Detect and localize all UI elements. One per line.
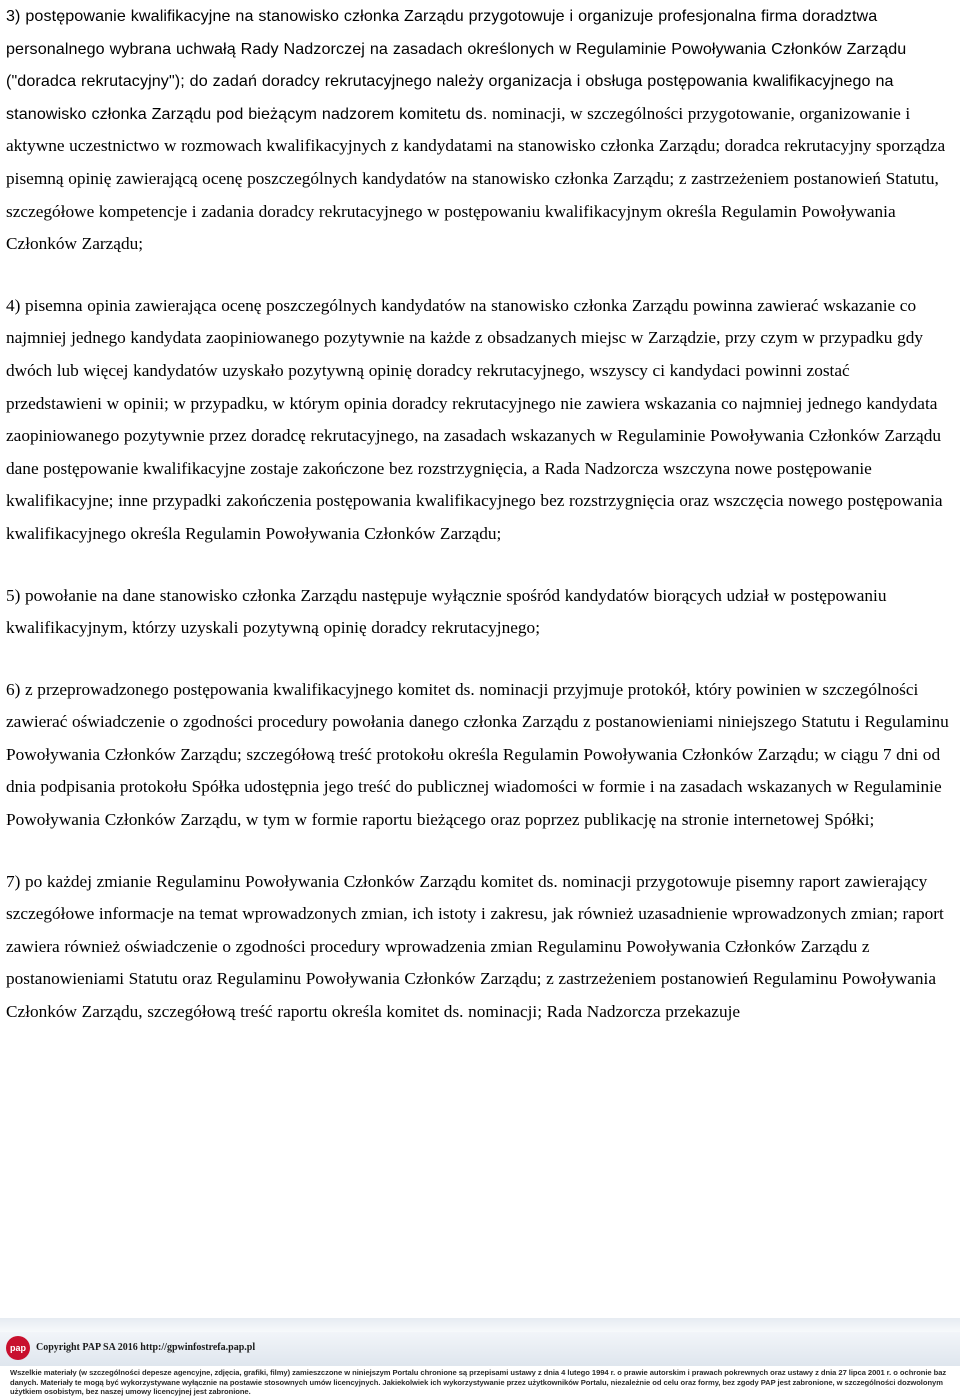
paragraph-4: 4) pisemna opinia zawierająca ocenę poszczególnych kandydatów na stanowisko członka Zarządu powinna zawierać wskazanie co najmniej jednego kandydata zaopiniowanego pozytywnie na każde z obsadzanych miejsc w Zarządzie, przy czym w przypadku gdy dwóch lub więcej kandydatów uzyskało pozytywną opinię doradcy rekrutacyjnego, wszyscy ci kandydaci powinni zostać przedstawieni w opinii; w przypadku, w którym opinia doradcy rekrutacyjnego nie zawiera wskazania co najmniej jednego kandydata zaopiniowanego pozytywnie przez doradcę rekrutacyjnego, na zasadach wskazanych w Regulaminie Powoływania Członków Zarządu dane postępowanie kwalifikacyjne zostaje zakończone bez rozstrzygnięcia, a Rada Nadzorcza wszczyna nowe postępowanie kwalifikacyjne; inne przypadki zakończenia postępowania kwalifikacyjnego bez rozstrzygnięcia oraz wszczęcia nowego postępowania kwalifikacyjnego określa Regulamin Powoływania Członków Zarządu; — [6, 295, 943, 543]
document-body — [6, 0, 950, 1058]
page-footer — [0, 1318, 960, 1400]
paragraph-7: 7) po każdej zmianie Regulaminu Powoływania Członków Zarządu komitet ds. nominacji przygotowuje pisemny raport zawierający szczegółowe informacje na temat wprowadzonych zmian, ich istoty i zakresu, jak również uzasadnienie wprowadzonych zmian; raport zawiera również oświadczenie o zgodności procedury wprowadzenia zmian Regulaminu Powoływania Członków Zarządu z postanowieniami Statutu oraz Regulaminu Powoływania Członków Zarządu; z zastrzeżeniem postanowień Regulaminu Powoływania Członków Zarządu, szczegółową treść raportu określa komitet ds. nominacji; Rada Nadzorcza przekazuje — [6, 871, 944, 1022]
paragraph-5: 5) powołanie na dane stanowisko członka Zarządu następuje wyłącznie spośród kandydatów biorących udział w postępowaniu kwalifikacyjnym, którzy uzyskali pozytywną opinię doradcy rekrutacyjnego; — [6, 585, 887, 638]
footer-divider — [0, 1318, 960, 1332]
legal-disclaimer: Wszelkie materiały (w szczególności depesze agencyjne, zdjęcia, grafiki, filmy) zamieszczone w niniejszym Portalu chronione są przepisami ustawy z dnia 4 lutego 1994 r. o prawie autorskim i prawach pokrewnych oraz ustawy z dnia 27 lipca 2001 r. o ochronie baz danych. Materiały te mogą być wykorzystywane wyłącznie na postawie stosownych umów licencyjnych. Jakiekolwiek ich wykorzystywanie przez użytkowników Portalu, niezależnie od celu oraz formy, bez zgody PAP jest zabronione, w szczególności dozwolonym użytkiem osobistym, bez naszej umowy licencyjnej jest zabronione. — [10, 1368, 947, 1397]
pap-logo: pap — [6, 1336, 30, 1360]
copyright-text: Copyright PAP SA 2016 http://gpwinfostrefa.pap.pl — [36, 1342, 256, 1353]
paragraph-3-part-1: 3) postępowanie kwalifikacyjne na stanowisko członka Zarządu przygotowuje i organizuje profesjonalna firma doradztwa personalnego wybrana uchwałą Rady Nadzorczej na zasadach określonych w Regulaminie Powoływania Członków Zarządu ("doradca rekrutacyjny"); do zadań doradcy rekrutacyjnego należy organizacja i obsługa postępowania kwalifikacyjnego na stanowisko członka Zarządu pod bieżącym nadzorem komitetu ds. — [6, 7, 907, 123]
paragraph-6: 6) z przeprowadzonego postępowania kwalifikacyjnego komitet ds. nominacji przyjmuje protokół, który powinien w szczególności zawierać oświadczenie o zgodności procedury powołania danego członka Zarządu z postanowieniami niniejszego Statutu i Regulaminu Powoływania Członków Zarządu; szczegółową treść protokołu określa Regulamin Powoływania Członków Zarządu; w ciągu 7 dni od dnia podpisania protokołu Spółka udostępnia jego treść do publicznej wiadomości w formie i na zasadach wskazanych w Regulaminie Powoływania Członków Zarządu, w tym w formie raportu bieżącego oraz poprzez publikację na stronie internetowej Spółki; — [6, 679, 949, 830]
paragraph-3 — [6, 0, 950, 261]
paragraph-3-part-2: nominacji, w szczególności przygotowanie, organizowanie i aktywne uczestnictwo w rozmowach kwalifikacyjnych z kandydatami na stanowisko członka Zarządu; doradca rekrutacyjny sporządza pisemną opinię zawierającą ocenę poszczególnych kandydatów na stanowisko członka Zarządu; z zastrzeżeniem postanowień Statutu, szczegółowe kompetencje i zadania doradcy rekrutacyjnego w postępowaniu kwalifikacyjnym określa Regulamin Powoływania Członków Zarządu; — [6, 103, 946, 254]
